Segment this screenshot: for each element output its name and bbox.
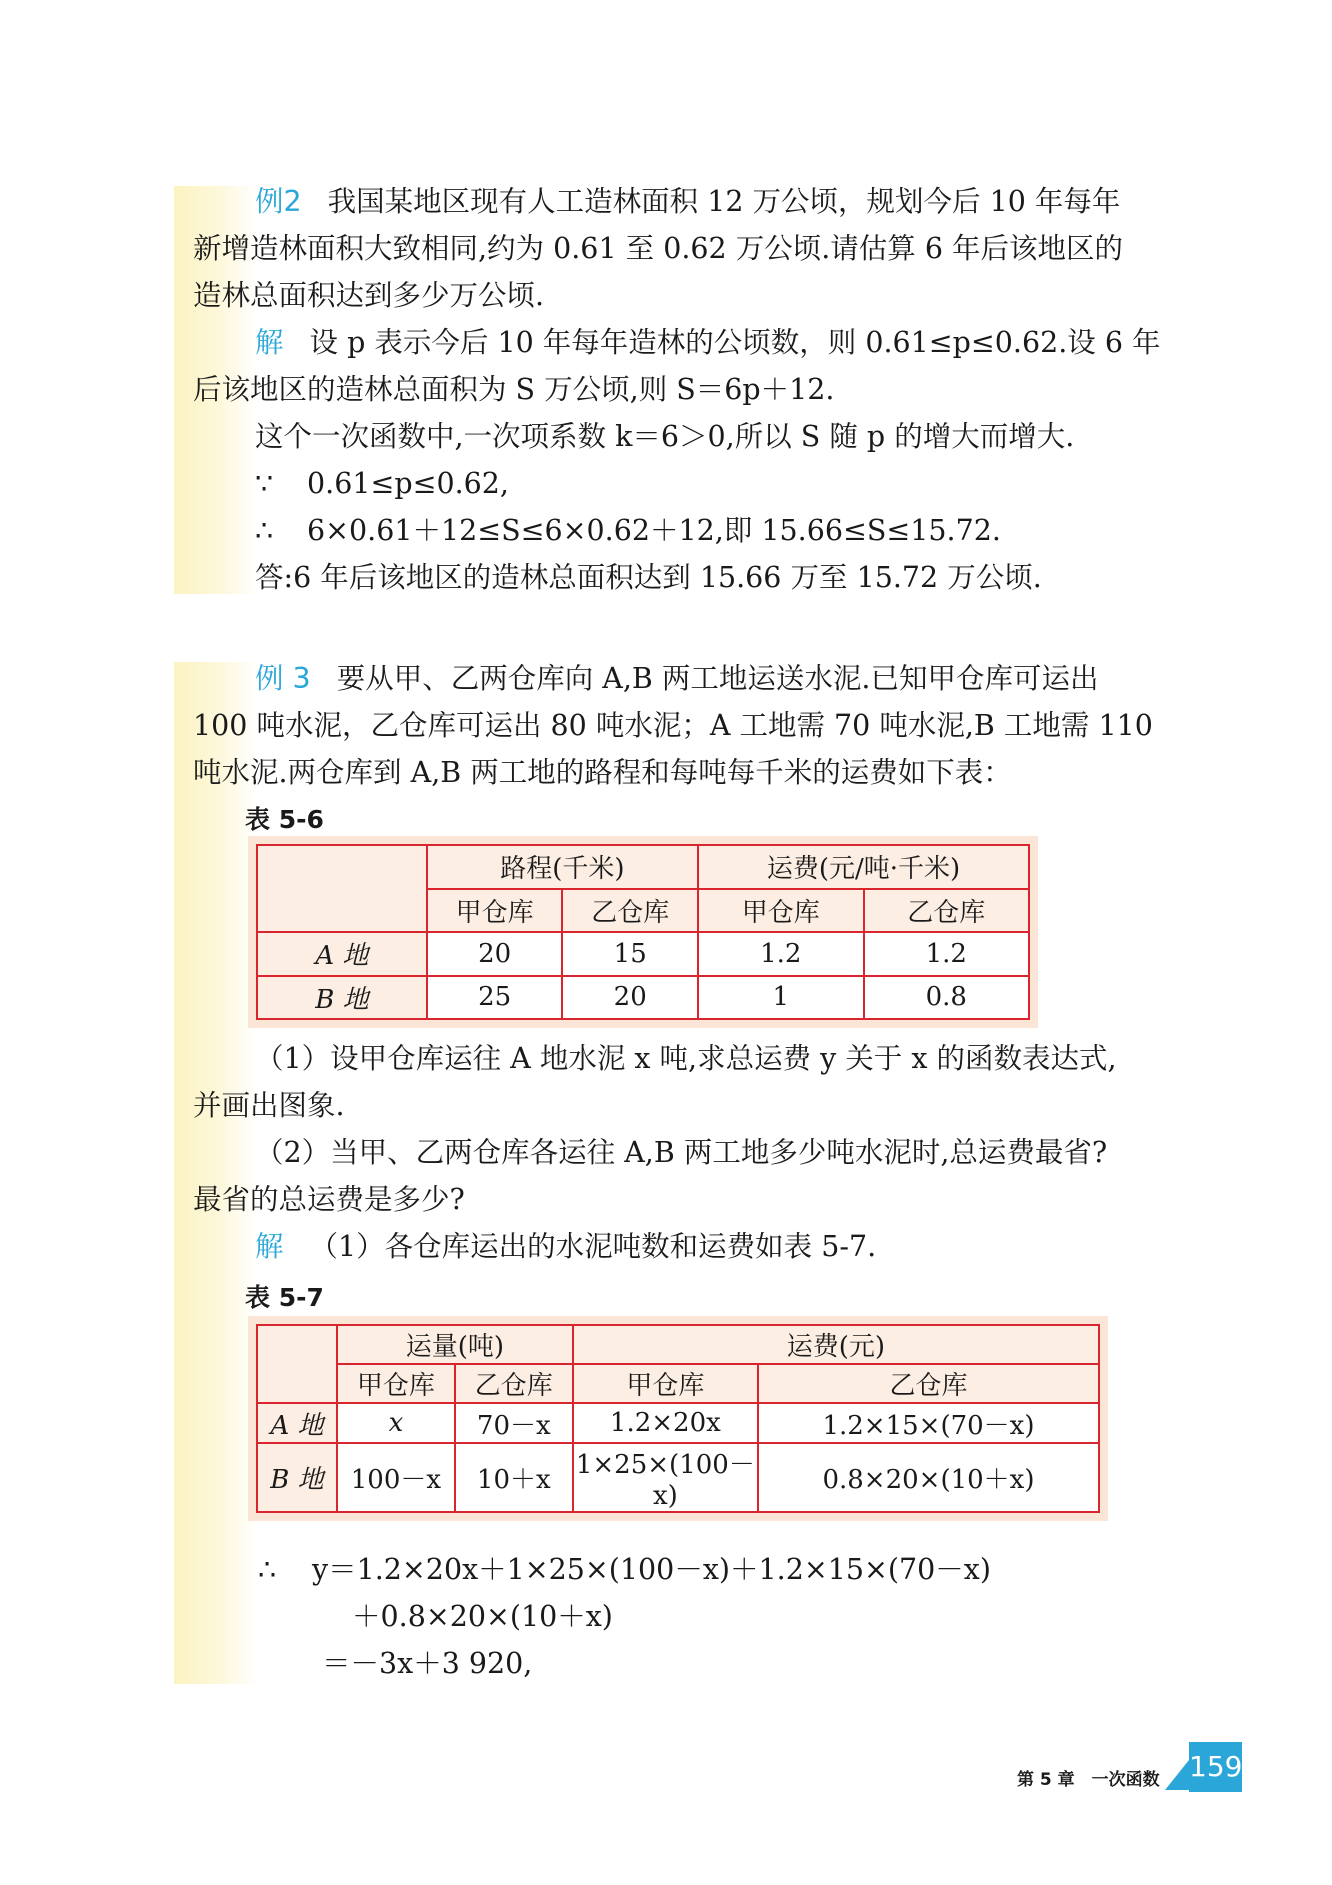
table-row — [257, 1443, 1099, 1512]
table-corner — [257, 845, 427, 932]
example3-line: 吨水泥.两仓库到 A,B 两工地的路程和每吨每千米的运费如下表： — [193, 756, 1012, 789]
equation-line-3: ＝－3x＋3 920, — [322, 1647, 533, 1680]
table-cell: 1.2 — [698, 932, 863, 976]
example2-therefore: ∴ 6×0.61＋12≤S≤6×0.62＋12,即 15.66≤S≤15.72. — [193, 507, 1193, 554]
example3-line: 100 吨水泥，乙仓库可运出 80 吨水泥；A 工地需 70 吨水泥,B 工地需 110 — [193, 709, 1153, 742]
table-group-header: 路程(千米) — [427, 845, 698, 889]
example2-line: 造林总面积达到多少万公顷. — [193, 279, 545, 312]
therefore-symbol: ∴ — [258, 1553, 277, 1586]
question1-line: 并画出图象. — [193, 1089, 345, 1122]
table-row-header: A 地 — [257, 932, 427, 976]
example2-because: ∵ 0.61≤p≤0.62, — [193, 460, 1193, 507]
example2-label: 例2 — [255, 185, 302, 218]
table57-grid — [256, 1324, 1100, 1513]
question2-line: 最省的总运费是多少? — [193, 1183, 465, 1216]
table-cell: 25 — [427, 976, 563, 1020]
table-row-header: A 地 — [257, 1403, 337, 1442]
example3-solution-line: 解 （1）各仓库运出的水泥吨数和运费如表 5-7. — [255, 1230, 877, 1263]
table-row — [257, 976, 1029, 1020]
table-row — [257, 1403, 1099, 1442]
example2-line: 新增造林面积大致相同,约为 0.61 至 0.62 万公顷.请估算 6 年后该地区的 — [193, 232, 1124, 265]
because-symbol: ∵ — [255, 467, 274, 500]
equation-line-1: ∴ y＝1.2×20x＋1×25×(100－x)＋1.2×15×(70－x) — [258, 1546, 991, 1593]
table-corner — [257, 1325, 337, 1403]
example2-reasoning: 这个一次函数中,一次项系数 k＝6＞0,所以 S 随 p 的增大而增大. — [255, 420, 1075, 453]
solution-label: 解 — [255, 326, 284, 359]
therefore-symbol: ∴ — [255, 514, 274, 547]
table-cell: 100－x — [337, 1443, 455, 1512]
table-cell: 0.8 — [864, 976, 1030, 1020]
question2-line: （2）当甲、乙两仓库各运往 A,B 两工地多少吨水泥时,总运费最省? — [255, 1136, 1108, 1169]
table-sub-header: 乙仓库 — [455, 1364, 573, 1403]
example2-solution-line: 解 设 p 表示今后 10 年每年造林的公顷数，则 0.61≤p≤0.62.设 6 年 — [255, 326, 1161, 359]
table-sub-header: 甲仓库 — [427, 889, 563, 933]
table-row-header: B 地 — [257, 976, 427, 1020]
table-sub-header: 乙仓库 — [758, 1364, 1099, 1403]
question1-line: （1）设甲仓库运往 A 地水泥 x 吨,求总运费 y 关于 x 的函数表达式, — [255, 1042, 1117, 1075]
table-cell: 10＋x — [455, 1443, 573, 1512]
table-cell: 70－x — [455, 1403, 573, 1442]
table-sub-header: 甲仓库 — [573, 1364, 758, 1403]
example2-block — [193, 178, 1193, 601]
example3-label: 例 3 — [255, 662, 311, 695]
table-sub-header: 甲仓库 — [337, 1364, 455, 1403]
table-cell: 1.2×20x — [573, 1403, 758, 1442]
table-cell: 1.2 — [864, 932, 1030, 976]
table-group-header: 运费(元) — [573, 1325, 1099, 1364]
table-cell: x — [337, 1403, 455, 1442]
example2-line: 例2 我国某地区现有人工造林面积 12 万公顷，规划今后 10 年每年 — [255, 185, 1121, 218]
table57-label: 表 5-7 — [245, 1283, 324, 1312]
table-cell: 1 — [698, 976, 863, 1020]
table-row-header: B 地 — [257, 1443, 337, 1512]
example3-line: 例 3 要从甲、乙两仓库向 A,B 两工地运送水泥.已知甲仓库可运出 — [255, 662, 1099, 695]
table-group-header: 运费(元/吨·千米) — [698, 845, 1029, 889]
table-sub-header: 乙仓库 — [562, 889, 698, 933]
page-tab-triangle — [1165, 1760, 1189, 1790]
table-cell: 1×25×(100－x) — [573, 1443, 758, 1512]
table-group-header: 运量(吨) — [337, 1325, 573, 1364]
table57 — [248, 1316, 1108, 1521]
solution-label: 解 — [255, 1230, 284, 1263]
table-cell: 0.8×20×(10＋x) — [758, 1443, 1099, 1512]
example3-block — [193, 655, 1193, 796]
page-number: 159 — [1189, 1742, 1242, 1792]
example2-answer: 答:6 年后该地区的造林总面积达到 15.66 万至 15.72 万公顷. — [255, 561, 1042, 594]
table-row — [257, 932, 1029, 976]
table56 — [248, 836, 1038, 1028]
table-sub-header: 甲仓库 — [698, 889, 863, 933]
example3-questions — [193, 1035, 1193, 1270]
table56-label: 表 5-6 — [245, 805, 324, 834]
table56-grid — [256, 844, 1030, 1020]
example2-solution-line: 后该地区的造林总面积为 S 万公顷,则 S＝6p＋12. — [193, 373, 835, 406]
chapter-footer: 第 5 章 一次函数 — [1017, 1770, 1160, 1790]
table-cell: 20 — [427, 932, 563, 976]
table-cell: 1.2×15×(70－x) — [758, 1403, 1099, 1442]
table-cell: 15 — [562, 932, 698, 976]
table-sub-header: 乙仓库 — [864, 889, 1030, 933]
equation-line-2: ＋0.8×20×(10＋x) — [352, 1600, 613, 1633]
table-cell: 20 — [562, 976, 698, 1020]
